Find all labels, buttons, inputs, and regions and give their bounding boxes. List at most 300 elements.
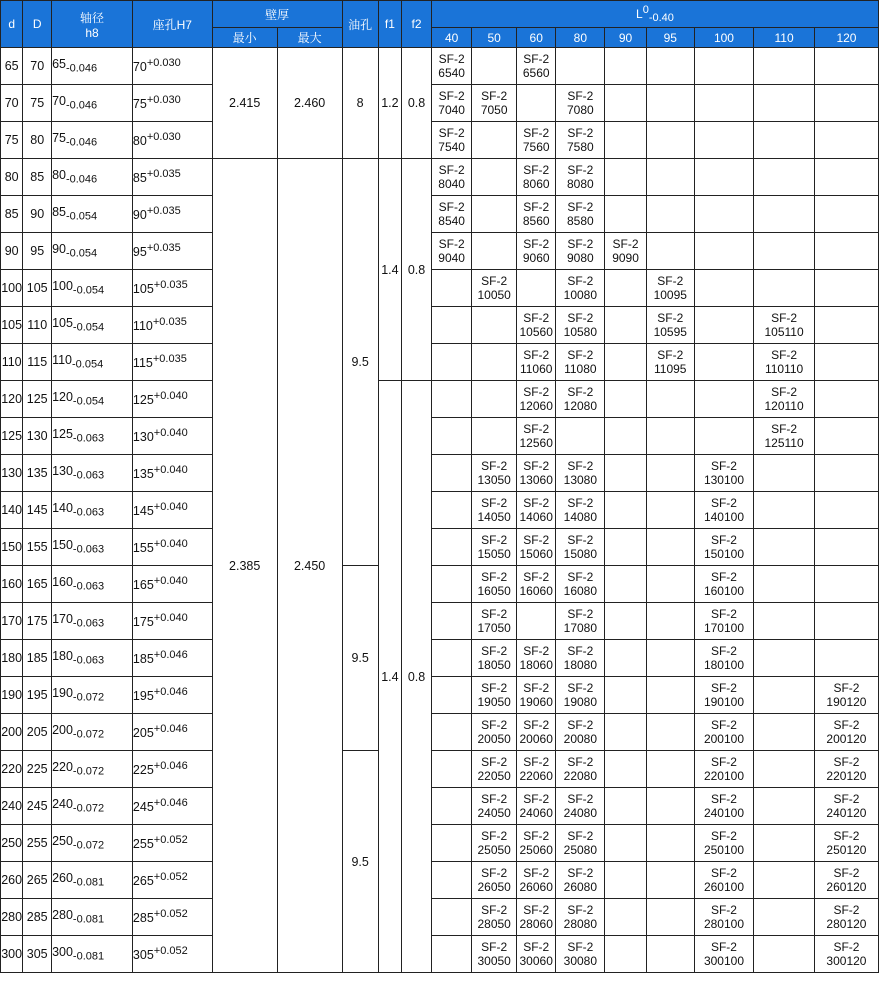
cell-D: 175 bbox=[23, 603, 52, 640]
cell-part-len-120: SF-2 280120 bbox=[814, 899, 878, 936]
cell-part-len-110 bbox=[754, 788, 815, 825]
cell-shaft-nominal: 90 bbox=[52, 242, 66, 257]
cell-d: 65 bbox=[1, 48, 23, 85]
cell-d: 75 bbox=[1, 122, 23, 159]
cell-part-len-40 bbox=[431, 677, 471, 714]
cell-bore-tolerance: +0.052 bbox=[153, 945, 188, 958]
cell-part-len-50: SF-2 30050 bbox=[472, 936, 517, 973]
cell-part-len-50: SF-2 7050 bbox=[472, 85, 517, 122]
cell-D: 90 bbox=[23, 196, 52, 233]
cell-shaft bbox=[52, 714, 133, 751]
cell-bore-nominal: 205 bbox=[132, 726, 154, 741]
cell-d: 125 bbox=[1, 418, 23, 455]
cell-D: 135 bbox=[23, 455, 52, 492]
cell-bore bbox=[132, 233, 212, 270]
cell-part-len-80: SF-2 7580 bbox=[556, 122, 605, 159]
cell-oil-hole: 8 bbox=[342, 48, 378, 159]
cell-part-len-90 bbox=[605, 714, 647, 751]
cell-part-len-90 bbox=[605, 196, 647, 233]
cell-part-len-60: SF-2 8560 bbox=[517, 196, 556, 233]
cell-bore-tolerance: +0.052 bbox=[153, 908, 188, 921]
cell-wall-min: 2.385 bbox=[212, 159, 277, 973]
cell-bore bbox=[132, 714, 212, 751]
cell-part-len-110 bbox=[754, 603, 815, 640]
cell-d: 160 bbox=[1, 566, 23, 603]
col-header-len-120: 120 bbox=[814, 28, 878, 48]
cell-shaft-nominal: 160 bbox=[52, 575, 73, 590]
cell-part-len-40 bbox=[431, 492, 471, 529]
cell-part-len-120: SF-2 200120 bbox=[814, 714, 878, 751]
cell-D: 75 bbox=[23, 85, 52, 122]
cell-bore-tolerance: +0.040 bbox=[153, 612, 188, 625]
cell-part-len-50: SF-2 15050 bbox=[472, 529, 517, 566]
cell-part-len-80: SF-2 10080 bbox=[556, 270, 605, 307]
cell-shaft bbox=[52, 529, 133, 566]
cell-bore bbox=[132, 381, 212, 418]
col-header-len-50: 50 bbox=[472, 28, 517, 48]
cell-part-len-60: SF-2 30060 bbox=[517, 936, 556, 973]
cell-shaft-tolerance: -0.072 bbox=[72, 765, 105, 778]
cell-shaft-nominal: 85 bbox=[52, 205, 66, 220]
cell-part-len-90 bbox=[605, 492, 647, 529]
cell-part-len-40 bbox=[431, 307, 471, 344]
cell-bore bbox=[132, 788, 212, 825]
cell-part-len-95 bbox=[646, 603, 694, 640]
cell-wall-max: 2.450 bbox=[277, 159, 342, 973]
cell-part-len-120 bbox=[814, 196, 878, 233]
cell-part-len-90: SF-2 9090 bbox=[605, 233, 647, 270]
cell-part-len-60: SF-2 19060 bbox=[517, 677, 556, 714]
cell-shaft-nominal: 150 bbox=[52, 538, 73, 553]
cell-part-len-60 bbox=[517, 603, 556, 640]
cell-part-len-40: SF-2 8540 bbox=[431, 196, 471, 233]
cell-part-len-120 bbox=[814, 529, 878, 566]
cell-part-len-95: SF-2 11095 bbox=[646, 344, 694, 381]
cell-wall-max: 2.460 bbox=[277, 48, 342, 159]
table-row bbox=[1, 529, 879, 566]
cell-shaft bbox=[52, 122, 133, 159]
cell-part-len-90 bbox=[605, 85, 647, 122]
cell-shaft-nominal: 140 bbox=[52, 501, 73, 516]
cell-part-len-60: SF-2 10560 bbox=[517, 307, 556, 344]
cell-part-len-80: SF-2 19080 bbox=[556, 677, 605, 714]
cell-part-len-40 bbox=[431, 714, 471, 751]
cell-part-len-100: SF-2 150100 bbox=[694, 529, 754, 566]
col-header-len-110: 110 bbox=[754, 28, 815, 48]
cell-d: 300 bbox=[1, 936, 23, 973]
cell-part-len-100: SF-2 300100 bbox=[694, 936, 754, 973]
cell-part-len-80: SF-2 20080 bbox=[556, 714, 605, 751]
cell-bore bbox=[132, 492, 212, 529]
cell-part-len-90 bbox=[605, 344, 647, 381]
cell-part-len-90 bbox=[605, 566, 647, 603]
cell-shaft bbox=[52, 751, 133, 788]
cell-shaft-tolerance: -0.063 bbox=[72, 543, 105, 556]
table-body bbox=[1, 48, 879, 973]
cell-shaft-tolerance: -0.046 bbox=[65, 99, 98, 112]
cell-part-len-80: SF-2 22080 bbox=[556, 751, 605, 788]
cell-part-len-110 bbox=[754, 899, 815, 936]
cell-part-len-60: SF-2 22060 bbox=[517, 751, 556, 788]
cell-part-len-95 bbox=[646, 381, 694, 418]
cell-shaft-nominal: 260 bbox=[52, 871, 73, 886]
cell-part-len-90 bbox=[605, 529, 647, 566]
cell-d: 260 bbox=[1, 862, 23, 899]
cell-shaft-tolerance: -0.081 bbox=[72, 950, 105, 963]
cell-bore-tolerance: +0.035 bbox=[152, 316, 187, 329]
cell-part-len-80: SF-2 16080 bbox=[556, 566, 605, 603]
table-row bbox=[1, 159, 879, 196]
cell-D: 130 bbox=[23, 418, 52, 455]
cell-shaft bbox=[52, 48, 133, 85]
cell-shaft-nominal: 105 bbox=[52, 316, 73, 331]
cell-part-len-95 bbox=[646, 566, 694, 603]
cell-bore-tolerance: +0.030 bbox=[146, 131, 181, 144]
cell-part-len-40 bbox=[431, 529, 471, 566]
cell-shaft-nominal: 190 bbox=[52, 686, 73, 701]
length-symbol: L bbox=[636, 7, 643, 21]
cell-part-len-110: SF-2 110110 bbox=[754, 344, 815, 381]
cell-shaft-tolerance: -0.072 bbox=[72, 728, 105, 741]
cell-bore-tolerance: +0.046 bbox=[153, 723, 188, 736]
table-row bbox=[1, 85, 879, 122]
cell-part-len-90 bbox=[605, 899, 647, 936]
cell-part-len-120: SF-2 190120 bbox=[814, 677, 878, 714]
cell-D: 265 bbox=[23, 862, 52, 899]
cell-part-len-50: SF-2 14050 bbox=[472, 492, 517, 529]
table-row bbox=[1, 640, 879, 677]
cell-bore-nominal: 105 bbox=[132, 282, 154, 297]
cell-part-len-40 bbox=[431, 825, 471, 862]
col-header-wall-max: 最大 bbox=[277, 28, 342, 48]
shaft-title: 轴径 bbox=[79, 10, 104, 25]
cell-shaft-nominal: 110 bbox=[52, 353, 72, 368]
cell-oil-hole: 9.5 bbox=[342, 159, 378, 566]
cell-bore-tolerance: +0.052 bbox=[153, 871, 188, 884]
cell-part-len-40: SF-2 7040 bbox=[431, 85, 471, 122]
cell-part-len-80 bbox=[556, 418, 605, 455]
cell-part-len-95 bbox=[646, 196, 694, 233]
col-header-f1: f1 bbox=[378, 1, 401, 48]
cell-D: 110 bbox=[23, 307, 52, 344]
cell-d: 100 bbox=[1, 270, 23, 307]
cell-part-len-50: SF-2 13050 bbox=[472, 455, 517, 492]
cell-part-len-95 bbox=[646, 455, 694, 492]
cell-shaft-nominal: 280 bbox=[52, 908, 73, 923]
cell-part-len-100 bbox=[694, 233, 754, 270]
cell-shaft-nominal: 65 bbox=[52, 57, 66, 72]
cell-shaft bbox=[52, 899, 133, 936]
cell-part-len-80: SF-2 8580 bbox=[556, 196, 605, 233]
cell-bore-nominal: 80 bbox=[132, 134, 147, 149]
cell-bore bbox=[132, 566, 212, 603]
cell-part-len-110 bbox=[754, 862, 815, 899]
cell-part-len-120 bbox=[814, 307, 878, 344]
cell-part-len-40 bbox=[431, 418, 471, 455]
cell-bore-nominal: 85 bbox=[132, 171, 147, 186]
cell-part-len-50 bbox=[472, 196, 517, 233]
cell-shaft-tolerance: -0.054 bbox=[72, 358, 104, 371]
cell-part-len-40 bbox=[431, 751, 471, 788]
cell-d: 130 bbox=[1, 455, 23, 492]
cell-part-len-40: SF-2 7540 bbox=[431, 122, 471, 159]
cell-shaft bbox=[52, 455, 133, 492]
col-header-len-100: 100 bbox=[694, 28, 754, 48]
cell-part-len-120 bbox=[814, 455, 878, 492]
cell-part-len-80: SF-2 8080 bbox=[556, 159, 605, 196]
cell-bore-tolerance: +0.040 bbox=[153, 390, 188, 403]
cell-bore-nominal: 265 bbox=[132, 874, 154, 889]
cell-bore-nominal: 185 bbox=[132, 652, 154, 667]
cell-shaft-tolerance: -0.054 bbox=[72, 395, 105, 408]
cell-shaft-nominal: 180 bbox=[52, 649, 73, 664]
cell-part-len-120 bbox=[814, 566, 878, 603]
cell-part-len-60 bbox=[517, 85, 556, 122]
cell-shaft-tolerance: -0.046 bbox=[65, 136, 98, 149]
cell-part-len-50: SF-2 19050 bbox=[472, 677, 517, 714]
cell-bore-tolerance: +0.046 bbox=[153, 760, 188, 773]
cell-bore-tolerance: +0.030 bbox=[146, 94, 181, 107]
cell-part-len-80: SF-2 17080 bbox=[556, 603, 605, 640]
cell-part-len-95 bbox=[646, 122, 694, 159]
cell-part-len-110 bbox=[754, 566, 815, 603]
cell-shaft bbox=[52, 492, 133, 529]
cell-d: 120 bbox=[1, 381, 23, 418]
table-row bbox=[1, 307, 879, 344]
table-row bbox=[1, 862, 879, 899]
cell-f2: 0.8 bbox=[402, 381, 432, 973]
cell-part-len-60 bbox=[517, 270, 556, 307]
cell-bore-nominal: 255 bbox=[132, 837, 154, 852]
cell-shaft bbox=[52, 936, 133, 973]
cell-part-len-90 bbox=[605, 48, 647, 85]
cell-shaft bbox=[52, 270, 133, 307]
cell-d: 105 bbox=[1, 307, 23, 344]
cell-shaft bbox=[52, 381, 133, 418]
cell-part-len-95 bbox=[646, 751, 694, 788]
cell-part-len-40 bbox=[431, 899, 471, 936]
length-lower-tol: -0.40 bbox=[648, 12, 674, 24]
table-row bbox=[1, 677, 879, 714]
cell-part-len-90 bbox=[605, 677, 647, 714]
cell-part-len-40 bbox=[431, 603, 471, 640]
cell-part-len-120 bbox=[814, 122, 878, 159]
cell-part-len-100: SF-2 130100 bbox=[694, 455, 754, 492]
cell-shaft-tolerance: -0.063 bbox=[72, 617, 105, 630]
cell-D: 115 bbox=[23, 344, 52, 381]
cell-part-len-100 bbox=[694, 85, 754, 122]
cell-D: 125 bbox=[23, 381, 52, 418]
cell-bore-tolerance: +0.040 bbox=[153, 464, 188, 477]
cell-part-len-40 bbox=[431, 270, 471, 307]
cell-part-len-40 bbox=[431, 381, 471, 418]
cell-part-len-50: SF-2 18050 bbox=[472, 640, 517, 677]
cell-part-len-110 bbox=[754, 677, 815, 714]
cell-shaft-nominal: 100 bbox=[52, 279, 73, 294]
cell-part-len-95 bbox=[646, 788, 694, 825]
cell-part-len-80: SF-2 7080 bbox=[556, 85, 605, 122]
cell-bore bbox=[132, 825, 212, 862]
col-header-len-40: 40 bbox=[431, 28, 471, 48]
table-row bbox=[1, 270, 879, 307]
cell-shaft-tolerance: -0.054 bbox=[65, 210, 98, 223]
cell-part-len-100: SF-2 220100 bbox=[694, 751, 754, 788]
cell-part-len-95 bbox=[646, 862, 694, 899]
cell-shaft-nominal: 240 bbox=[52, 797, 73, 812]
cell-f2: 0.8 bbox=[402, 159, 432, 381]
cell-part-len-60: SF-2 18060 bbox=[517, 640, 556, 677]
table-header bbox=[1, 1, 879, 48]
cell-bore-nominal: 195 bbox=[132, 689, 154, 704]
col-header-len-80: 80 bbox=[556, 28, 605, 48]
cell-D: 145 bbox=[23, 492, 52, 529]
cell-part-len-110: SF-2 120110 bbox=[754, 381, 815, 418]
cell-part-len-110: SF-2 125110 bbox=[754, 418, 815, 455]
table-row bbox=[1, 936, 879, 973]
cell-part-len-100: SF-2 140100 bbox=[694, 492, 754, 529]
cell-f2: 0.8 bbox=[402, 48, 432, 159]
cell-bore bbox=[132, 862, 212, 899]
cell-bore bbox=[132, 529, 212, 566]
cell-part-len-50 bbox=[472, 381, 517, 418]
cell-part-len-95: SF-2 10095 bbox=[646, 270, 694, 307]
cell-part-len-120: SF-2 300120 bbox=[814, 936, 878, 973]
cell-d: 250 bbox=[1, 825, 23, 862]
cell-part-len-90 bbox=[605, 751, 647, 788]
cell-part-len-50 bbox=[472, 418, 517, 455]
cell-part-len-110 bbox=[754, 714, 815, 751]
cell-part-len-80 bbox=[556, 48, 605, 85]
cell-part-len-60: SF-2 12060 bbox=[517, 381, 556, 418]
cell-shaft bbox=[52, 307, 133, 344]
cell-f1: 1.2 bbox=[378, 48, 401, 159]
table-row bbox=[1, 899, 879, 936]
cell-part-len-110 bbox=[754, 825, 815, 862]
cell-shaft bbox=[52, 566, 133, 603]
cell-d: 240 bbox=[1, 788, 23, 825]
cell-d: 110 bbox=[1, 344, 23, 381]
cell-part-len-80: SF-2 28080 bbox=[556, 899, 605, 936]
cell-part-len-110 bbox=[754, 233, 815, 270]
cell-shaft bbox=[52, 418, 133, 455]
cell-part-len-100: SF-2 170100 bbox=[694, 603, 754, 640]
cell-shaft-nominal: 80 bbox=[52, 168, 66, 183]
cell-part-len-120: SF-2 260120 bbox=[814, 862, 878, 899]
cell-part-len-100: SF-2 200100 bbox=[694, 714, 754, 751]
cell-part-len-40 bbox=[431, 788, 471, 825]
cell-D: 85 bbox=[23, 159, 52, 196]
cell-shaft-nominal: 200 bbox=[52, 723, 73, 738]
cell-part-len-80: SF-2 14080 bbox=[556, 492, 605, 529]
cell-part-len-95 bbox=[646, 418, 694, 455]
cell-part-len-120 bbox=[814, 270, 878, 307]
cell-part-len-90 bbox=[605, 381, 647, 418]
col-header-length bbox=[431, 1, 878, 28]
cell-d: 200 bbox=[1, 714, 23, 751]
col-header-f2: f2 bbox=[402, 1, 432, 48]
cell-part-len-120 bbox=[814, 159, 878, 196]
cell-shaft bbox=[52, 196, 133, 233]
cell-part-len-80: SF-2 10580 bbox=[556, 307, 605, 344]
table-row bbox=[1, 455, 879, 492]
cell-part-len-95 bbox=[646, 529, 694, 566]
length-upper-tol: 0 bbox=[642, 4, 649, 16]
cell-D: 95 bbox=[23, 233, 52, 270]
cell-shaft-tolerance: -0.046 bbox=[65, 173, 98, 186]
col-header-oil-hole: 油孔 bbox=[342, 1, 378, 48]
cell-shaft bbox=[52, 862, 133, 899]
cell-D: 225 bbox=[23, 751, 52, 788]
table-row bbox=[1, 48, 879, 85]
cell-part-len-120: SF-2 240120 bbox=[814, 788, 878, 825]
cell-shaft-nominal: 250 bbox=[52, 834, 73, 849]
cell-part-len-110 bbox=[754, 751, 815, 788]
cell-bore bbox=[132, 307, 212, 344]
cell-shaft-tolerance: -0.063 bbox=[72, 654, 105, 667]
cell-shaft-nominal: 130 bbox=[52, 464, 73, 479]
table-row bbox=[1, 381, 879, 418]
cell-part-len-100: SF-2 280100 bbox=[694, 899, 754, 936]
cell-bore-tolerance: +0.046 bbox=[153, 649, 188, 662]
cell-bore-nominal: 245 bbox=[132, 800, 154, 815]
cell-shaft-nominal: 70 bbox=[52, 94, 66, 109]
cell-part-len-40 bbox=[431, 640, 471, 677]
table-row bbox=[1, 825, 879, 862]
cell-D: 205 bbox=[23, 714, 52, 751]
table-row bbox=[1, 603, 879, 640]
cell-part-len-50: SF-2 22050 bbox=[472, 751, 517, 788]
cell-part-len-60: SF-2 24060 bbox=[517, 788, 556, 825]
cell-part-len-110 bbox=[754, 936, 815, 973]
cell-shaft-nominal: 220 bbox=[52, 760, 73, 775]
cell-bore-nominal: 135 bbox=[132, 467, 154, 482]
cell-part-len-50: SF-2 25050 bbox=[472, 825, 517, 862]
cell-part-len-110: SF-2 105110 bbox=[754, 307, 815, 344]
cell-bore-nominal: 145 bbox=[132, 504, 154, 519]
cell-bore-tolerance: +0.040 bbox=[153, 538, 188, 551]
cell-part-len-50 bbox=[472, 122, 517, 159]
cell-part-len-95 bbox=[646, 492, 694, 529]
cell-bore-nominal: 130 bbox=[132, 430, 154, 445]
cell-part-len-100 bbox=[694, 196, 754, 233]
table-row bbox=[1, 196, 879, 233]
cell-part-len-90 bbox=[605, 825, 647, 862]
cell-shaft-tolerance: -0.063 bbox=[72, 432, 105, 445]
cell-part-len-80: SF-2 25080 bbox=[556, 825, 605, 862]
table-row bbox=[1, 233, 879, 270]
cell-bore-tolerance: +0.040 bbox=[153, 427, 188, 440]
cell-part-len-90 bbox=[605, 936, 647, 973]
cell-part-len-110 bbox=[754, 85, 815, 122]
cell-part-len-40: SF-2 6540 bbox=[431, 48, 471, 85]
cell-shaft-tolerance: -0.063 bbox=[72, 580, 105, 593]
cell-part-len-50: SF-2 28050 bbox=[472, 899, 517, 936]
cell-part-len-60: SF-2 25060 bbox=[517, 825, 556, 862]
cell-part-len-90 bbox=[605, 455, 647, 492]
table-row bbox=[1, 788, 879, 825]
cell-part-len-100 bbox=[694, 270, 754, 307]
cell-shaft bbox=[52, 825, 133, 862]
cell-bore bbox=[132, 159, 212, 196]
cell-part-len-100 bbox=[694, 122, 754, 159]
cell-part-len-50 bbox=[472, 344, 517, 381]
col-header-D: D bbox=[23, 1, 52, 48]
cell-bore bbox=[132, 48, 212, 85]
cell-shaft-tolerance: -0.081 bbox=[72, 876, 105, 889]
cell-bore bbox=[132, 270, 212, 307]
cell-part-len-60: SF-2 28060 bbox=[517, 899, 556, 936]
cell-part-len-100: SF-2 260100 bbox=[694, 862, 754, 899]
